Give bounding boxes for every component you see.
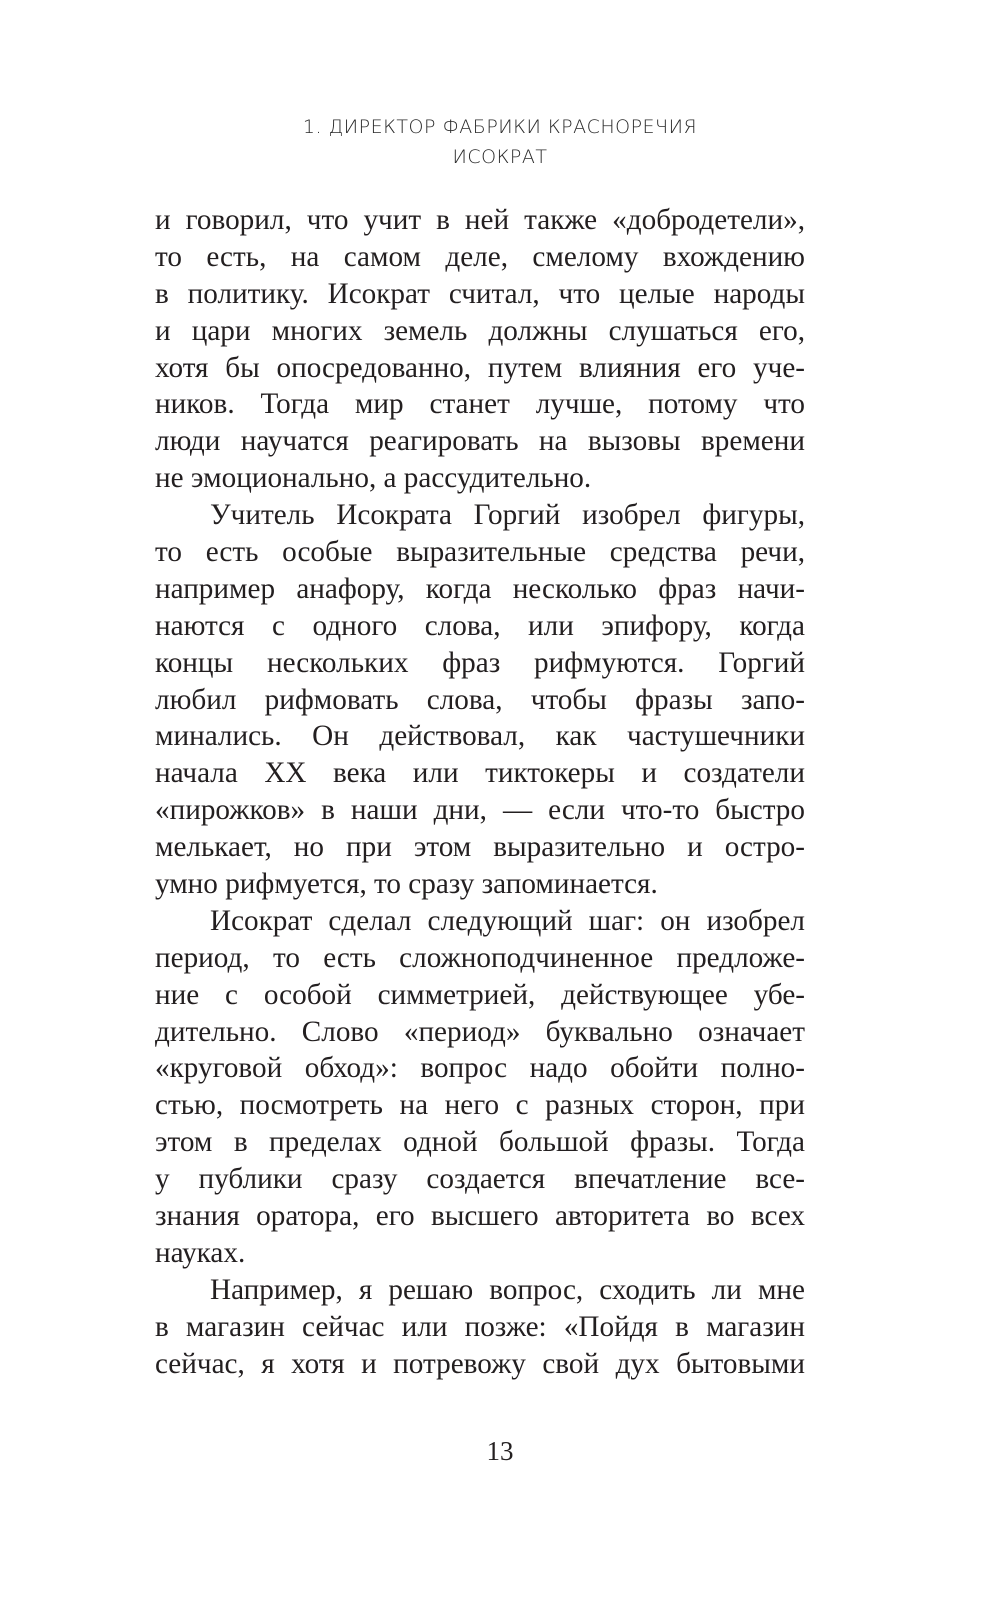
page-number: 13: [486, 1436, 514, 1466]
text-line: и говорил, что учит в ней также «добродетели»,: [155, 204, 805, 236]
text-line: не эмоционально, а рассудительно.: [155, 462, 592, 495]
text-line: «пирожков» в наши дни, — если что-то быстро: [155, 794, 805, 827]
text-line: в магазин сейчас или позже: «Пойдя в магазин: [155, 1310, 805, 1343]
text-line: стью, посмотреть на него с разных сторон, при: [155, 1089, 805, 1122]
text-line: Например, я решаю вопрос, сходить ли мне: [210, 1273, 805, 1306]
text-line: то есть особые выразительные средства речи,: [155, 536, 805, 569]
text-line: наются с одного слова, или эпифору, когда: [155, 609, 805, 642]
text-line: этом в пределах одной большой фразы. Тогда: [155, 1126, 805, 1159]
text-line: мелькает, но при этом выразительно и остро-: [155, 831, 805, 864]
text-line: минались. Он действовал, как частушечники: [155, 720, 805, 753]
running-header: [0, 112, 1000, 172]
text-line: ние с особой симметрией, действующее убе-: [155, 978, 805, 1011]
section-subtitle: ИСОКРАТ: [452, 146, 548, 168]
text-line: в политику. Исократ считал, что целые народы: [155, 277, 805, 310]
text-line: концы нескольких фраз рифмуются. Горгий: [155, 646, 805, 679]
text-line: сейчас, я хотя и потревожу свой дух бытовыми: [155, 1347, 805, 1380]
text-line: хотя бы опосредованно, путем влияния его уче-: [155, 351, 805, 384]
chapter-title: 1. ДИРЕКТОР ФАБРИКИ КРАСНОРЕЧИЯ: [302, 116, 698, 138]
text-line: ников. Тогда мир станет лучше, потому что: [155, 388, 805, 421]
text-line: «круговой обход»: вопрос надо обойти полно-: [155, 1052, 805, 1085]
text-line: у публики сразу создается впечатление все-: [155, 1163, 805, 1196]
text-line: Исократ сделал следующий шаг: он изобрел: [210, 904, 805, 937]
text-line: умно рифмуется, то сразу запоминается.: [155, 868, 658, 901]
text-line: и цари многих земель должны слушаться его,: [155, 314, 805, 347]
text-line: люди научатся реагировать на вызовы времени: [155, 425, 805, 458]
body-text: [155, 202, 805, 1383]
text-line: дительно. Слово «период» буквально означает: [155, 1015, 805, 1048]
text-line: науках.: [155, 1236, 246, 1269]
text-line: знания оратора, его высшего авторитета во всех: [155, 1200, 805, 1233]
text-line: начала XX века или тиктокеры и создатели: [155, 757, 805, 790]
text-line: любил рифмовать слова, чтобы фразы запо-: [155, 683, 805, 716]
text-line: период, то есть сложноподчиненное предложе-: [155, 941, 805, 974]
text-line: например анафору, когда несколько фраз начи-: [155, 572, 805, 605]
text-line: Учитель Исократа Горгий изобрел фигуры,: [210, 499, 805, 532]
text-line: то есть, на самом деле, смелому вхождению: [155, 240, 805, 273]
